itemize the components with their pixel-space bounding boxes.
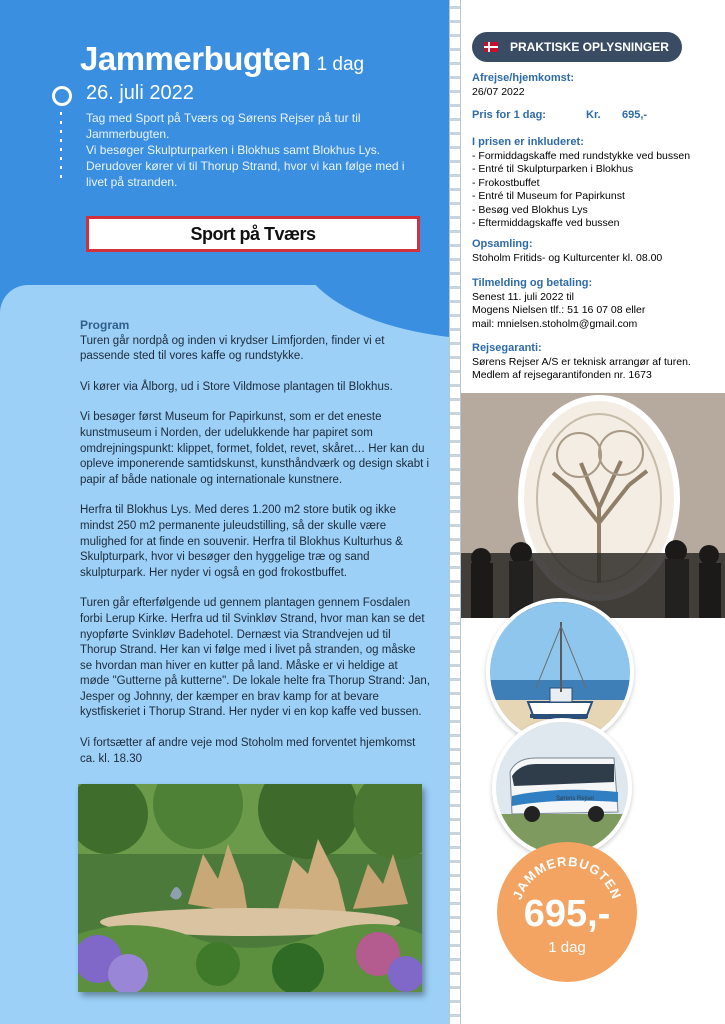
program-paragraph: Vi fortsætter af andre veje mod Stoholm med forventet hjemkomst ca. kl. 18.30	[80, 737, 416, 765]
program-paragraph: Vi kører via Ålborg, ud i Store Vildmose plantagen til Blokhus.	[80, 380, 393, 393]
pickup-label: Opsamling:	[472, 238, 533, 250]
title-duration: 1 dag	[316, 54, 365, 75]
practical-info-header	[472, 32, 682, 62]
guarantee-label: Rejsegaranti:	[472, 342, 542, 354]
program-paragraph: Herfra til Blokhus Lys. Med deres 1.200 m2 store butik og ikke mindst 250 m2 permanente juleudstilling, så der skulle være mulighed for at finde en souvenir. Herfra til Blokhus Kulturhus & Skulpturpark, hvor vi besøger den hyggelige træ og sand skulpturpark. Her nyder vi også en god frokostbuffet.	[80, 504, 403, 579]
intro-text	[86, 110, 426, 190]
signup-line: Mogens Nielsen tlf.: 51 16 07 08 eller	[472, 304, 646, 316]
guarantee-line: Medlem af rejsegarantifonden nr. 1673	[472, 369, 652, 381]
page-title	[80, 40, 364, 78]
price-badge-graphic	[497, 842, 637, 982]
price-currency: Kr.	[586, 109, 601, 121]
trip-date: 26. juli 2022	[86, 82, 194, 104]
included-block	[472, 136, 690, 231]
included-list	[472, 150, 690, 231]
binding-spine	[449, 0, 461, 1024]
timeline-dotted-line	[60, 112, 62, 182]
organizer-banner: Sport på Tværs	[86, 216, 420, 252]
signup-label: Tilmelding og betaling:	[472, 277, 593, 289]
danish-flag-icon	[484, 42, 498, 52]
bus-lettering: Sørens Rejser	[556, 796, 595, 802]
timeline-circle-icon	[52, 86, 72, 106]
pickup-value: Stoholm Fritids- og Kulturcenter kl. 08.00	[472, 251, 663, 264]
program-paragraph: Vi besøger først Museum for Papirkunst, som er det eneste kunstmuseum i Norden, der udelukkende har papiret som omdrejningspunkt: klippet, formet, foldet, revet, skåret… Her kan du opleve imponerende samtidskunst, kunsthåndværk og design skabt i papir af både nationale og internationale kunstnere.	[80, 411, 430, 486]
list-item: - Entré til Museum for Papirkunst	[472, 190, 625, 202]
price-badge	[497, 842, 637, 982]
list-item: - Besøg ved Blokhus Lys	[472, 203, 588, 216]
price-value: 695,-	[622, 109, 648, 121]
program-paragraph: Turen går nordpå og inden vi krydser Limfjorden, finder vi et passende sted til vores kaffe og rundstykke.	[80, 334, 385, 363]
intro-line-1: Tag med Sport på Tværs og Sørens Rejser på tur til Jammerbugten.	[86, 111, 361, 141]
list-item: - Frokostbuffet	[472, 176, 540, 189]
price-label: Pris for 1 dag:	[472, 109, 546, 121]
program-heading: Program	[80, 318, 130, 332]
tour-bus-photo	[492, 718, 632, 858]
program-section	[80, 318, 430, 782]
intro-line-2: Vi besøger Skulpturparken i Blokhus samt Blokhus Lys. Derudover kører vi til Thorup Strand, hvor vi kan følge med i livet på stranden.	[86, 143, 405, 189]
practical-info-title: PRAKTISKE OPLYSNINGER	[510, 40, 669, 54]
signup-email: mail: mnielsen.stoholm@gmail.com	[472, 317, 638, 330]
list-item: - Eftermiddagskaffe ved bussen	[472, 217, 620, 229]
paper-art-museum-photo	[461, 393, 725, 618]
list-item: - Formiddagskaffe med rundstykke ved bussen	[472, 149, 691, 162]
badge-price: 695,-	[523, 893, 611, 935]
signup-block	[472, 277, 645, 331]
departure-label: Afrejse/hjemkomst:	[472, 72, 575, 84]
departure-value: 26/07 2022	[472, 85, 525, 98]
departure-block	[472, 72, 574, 99]
signup-line: Senest 11. juli 2022 til	[472, 290, 574, 303]
sand-sculpture-garden-photo	[78, 784, 422, 992]
list-item: - Entré til Skulpturparken i Blokhus	[472, 163, 634, 175]
program-paragraph: Turen går efterfølgende ud gennem plantagen gennem Fosdalen forbi Lerup Kirke. Herfra ud til Svinkløv Strand, hvor man kan se det nyopførte Svinkløv Badehotel. Dernæst via Strandvejen ud til Thorup Strand. Her kan vi følge med i livet på stranden, og måske se hvordan man hiver en kutter på land. Måske er vi heldige at møde "Gutterne på kutterne". De lokale helte fra Thorup Strand: Jan, Jesper og Johnny, der kæmper en brav kamp for at bevare kystfiskeriet i Thorup Strand. Her nyder vi en kop kaffe ved bussen.	[80, 597, 430, 719]
badge-duration: 1 dag	[548, 939, 586, 956]
pickup-block	[472, 238, 662, 265]
price-block	[472, 109, 712, 123]
guarantee-block	[472, 342, 691, 383]
badge-arc-text: JAMMERBUGTEN	[509, 853, 625, 902]
guarantee-line: Sørens Rejser A/S er teknisk arrangør af turen.	[472, 355, 691, 368]
bus-scene	[496, 722, 628, 854]
title-text: Jammerbugten	[80, 40, 311, 77]
included-label: I prisen er inkluderet:	[472, 136, 584, 148]
